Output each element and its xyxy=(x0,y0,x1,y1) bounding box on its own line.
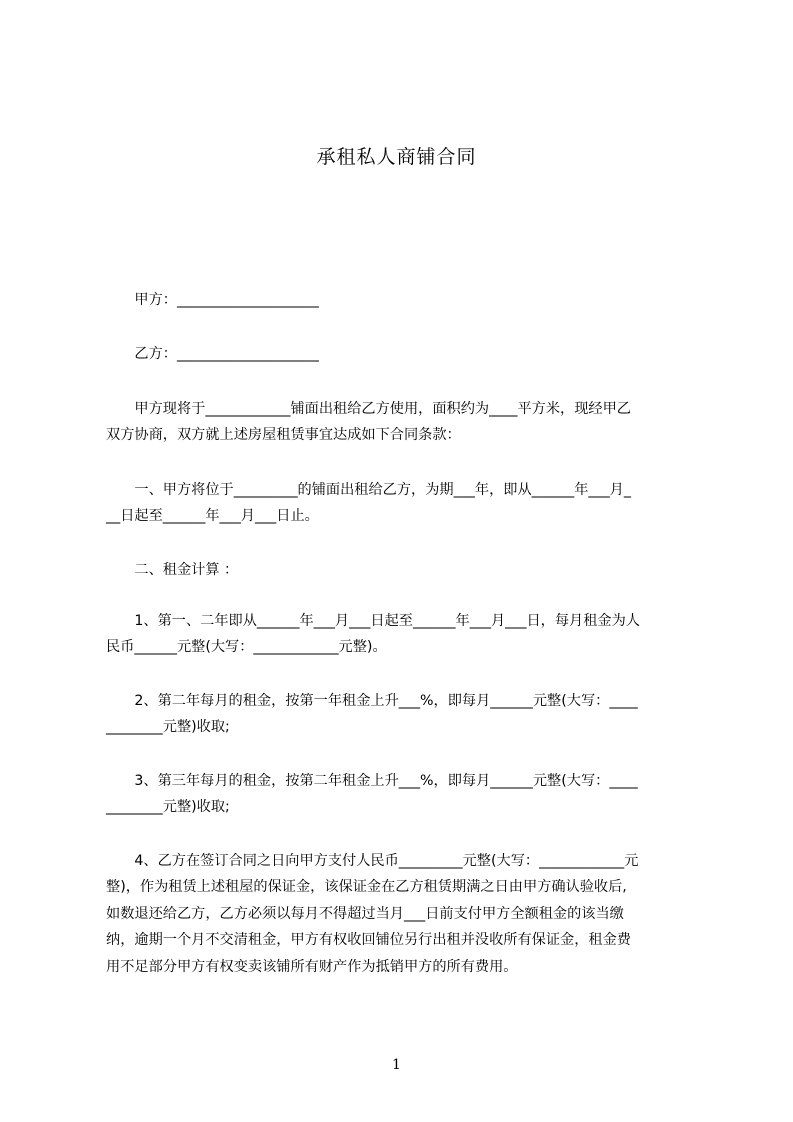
rent-item-2-line-1: 2、第二年每月的租金，按第一年租金上升___%，即每月______元整(大写：____ xyxy=(106,693,638,709)
clause-1-line-1: 一、甲方将位于_________的铺面出租给乙方，为期___年，即从______年___月_ xyxy=(106,482,631,498)
party-a-line: 甲方：____________________ xyxy=(106,292,319,308)
rent-item-1-line-2: 民币______元整(大写：____________元整)。 xyxy=(106,639,387,655)
deposit-item-line-4: 纳，逾期一个月不交清租金，甲方有权收回铺位另行出租并没收所有保证金，租金费 xyxy=(106,932,631,948)
rent-item-2-line-2: ________元整)收取; xyxy=(106,719,230,735)
intro-paragraph-line-1: 甲方现将于____________铺面出租给乙方使用，面积约为____平方米，现经甲乙 xyxy=(106,401,631,417)
rent-item-3-line-1: 3、第三年每月的租金，按第二年租金上升___%，即每月______元整(大写：____ xyxy=(106,773,638,789)
page-number: 1 xyxy=(392,1057,401,1073)
rent-item-1-line-1: 1、第一、二年即从______年___月___日起至______年___月___日，每月租金为人 xyxy=(106,613,640,629)
clause-2-heading: 二、租金计算 ： xyxy=(106,562,239,578)
clause-1-line-2: __日起至______年___月___日止。 xyxy=(106,508,319,524)
document-title: 承租私人商铺合同 xyxy=(316,146,477,168)
intro-paragraph-line-2: 双方协商，双方就上述房屋租赁事宜达成如下合同条款： xyxy=(106,427,461,443)
deposit-item-line-2: 整)，作为租赁上述租屋的保证金，该保证金在乙方租赁期满之日由甲方确认验收后, xyxy=(106,879,627,895)
deposit-item-line-3: 如数退还给乙方，乙方必须以每月不得超过当月___日前支付甲方全额租金的该当缴 xyxy=(106,906,624,922)
rent-item-3-line-2: ________元整)收取; xyxy=(106,799,230,815)
deposit-item-line-5: 用不足部分甲方有权变卖该铺所有财产作为抵销甲方的所有费用。 xyxy=(106,959,518,975)
deposit-item-line-1: 4、乙方在签订合同之日向甲方支付人民币_________元整(大写：____________元 xyxy=(106,853,639,869)
party-b-line: 乙方：____________________ xyxy=(106,346,319,362)
